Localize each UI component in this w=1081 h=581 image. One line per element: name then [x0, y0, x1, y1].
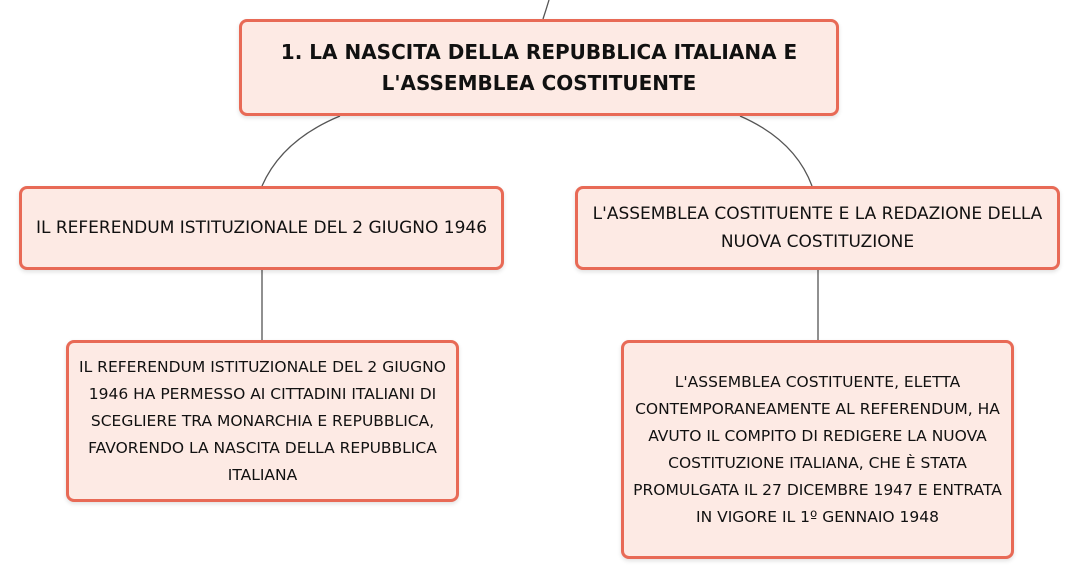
connector-root-to-branch-right — [740, 116, 812, 186]
connector-parent-to-root — [543, 0, 549, 19]
detail-node-referendum[interactable] — [66, 340, 459, 502]
detail-node-assemblea-text: L'ASSEMBLEA COSTITUENTE, ELETTA CONTEMPORANEAMENTE AL REFERENDUM, HA AVUTO IL COMPITO DI REDIGERE LA NUOVA COSTITUZIONE ITALIANA, CHE È STATA PROMULGATA IL 27 DICEMBRE 1947 E ENTRATA IN VIGORE IL 1º GENNAIO 1948 — [633, 372, 1002, 526]
branch-node-referendum-title: IL REFERENDUM ISTITUZIONALE DEL 2 GIUGNO 1946 — [35, 218, 488, 238]
branch-node-assemblea-title: L'ASSEMBLEA COSTITUENTE E LA REDAZIONE DELLA NUOVA COSTITUZIONE — [592, 204, 1043, 252]
branch-node-assemblea[interactable] — [575, 186, 1060, 270]
detail-node-assemblea[interactable] — [621, 340, 1014, 559]
detail-node-referendum-text: IL REFERENDUM ISTITUZIONALE DEL 2 GIUGNO 1946 HA PERMESSO AI CITTADINI ITALIANI DI SCEGLIERE TRA MONARCHIA E REPUBBLICA, FAVORENDO LA NASCITA DELLA REPUBBLICA ITALIANA — [79, 357, 446, 484]
connector-root-to-branch-left — [262, 116, 340, 186]
branch-node-referendum[interactable] — [19, 186, 504, 270]
root-node-title: 1. LA NASCITA DELLA REPUBBLICA ITALIANA E L'ASSEMBLEA COSTITUENTE — [280, 39, 798, 95]
root-node[interactable] — [239, 19, 839, 116]
